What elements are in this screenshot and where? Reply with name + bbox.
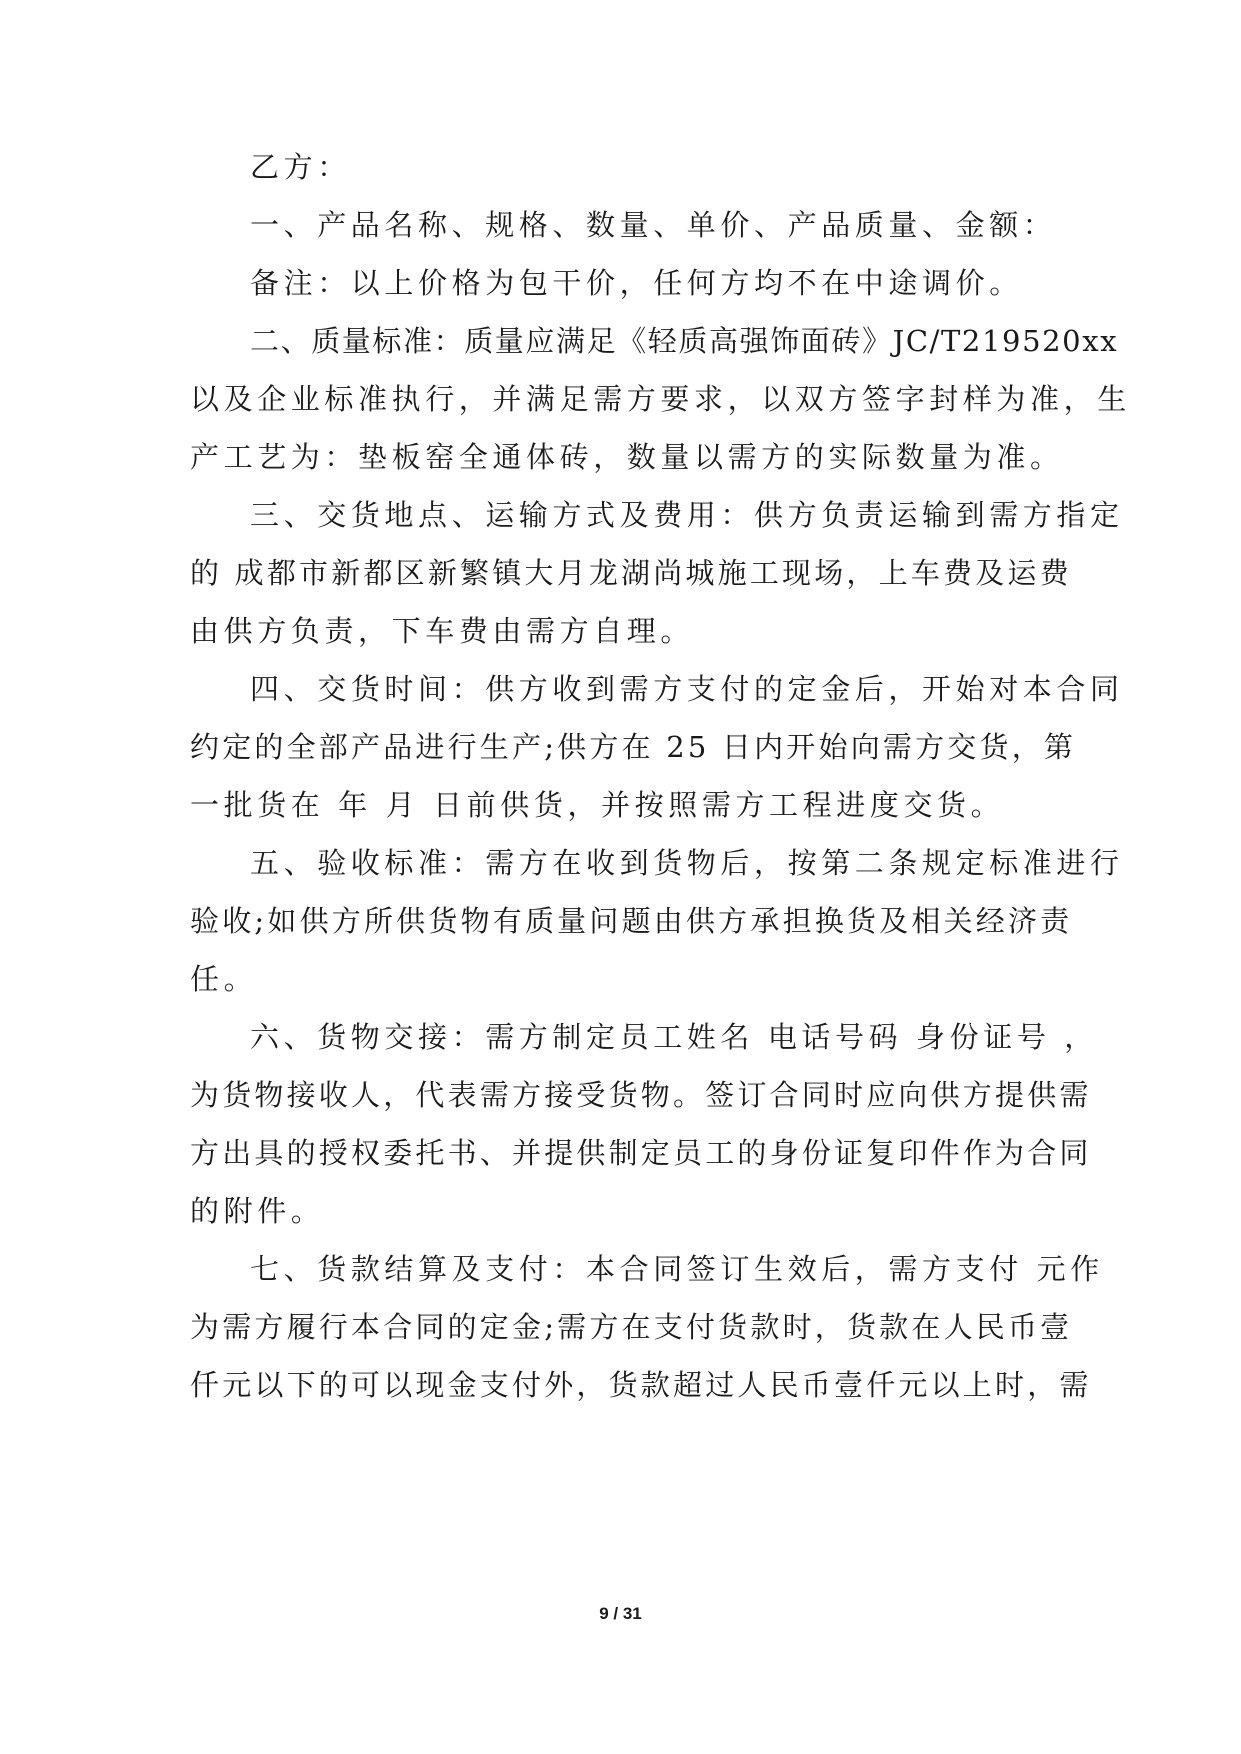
clause-7-line-3: 仟元以下的可以现金支付外，货款超过人民币壹仟元以上时，需 — [190, 1368, 1092, 1402]
clause-6-line-4: 的附件。 — [190, 1194, 325, 1228]
clause-5-line-3: 任。 — [190, 962, 258, 996]
clause-7-line-1: 七、货款结算及支付：本合同签订生效后，需方支付 元作 — [250, 1252, 1104, 1286]
clause-4-line-2: 约定的全部产品进行生产;供方在 25 日内开始向需方交货，第 — [190, 730, 1077, 764]
clause-4-line-3: 一批货在 年 月 日前供货，并按照需方工程进度交货。 — [190, 788, 1005, 822]
page-number: 9 / 31 — [599, 1604, 642, 1623]
clause-4-line-1: 四、交货时间：供方收到需方支付的定金后，开始对本合同 — [250, 672, 1124, 706]
clause-2-line-2: 以及企业标准执行，并满足需方要求，以双方签字封样为准，生 — [190, 382, 1131, 416]
clause-2-line-1: 二、质量标准：质量应满足《轻质高强饰面砖》JC/T219520xx — [250, 324, 1119, 358]
remark-line: 备注：以上价格为包干价，任何方均不在中途调价。 — [250, 266, 1023, 300]
clause-3-line-1: 三、交货地点、运输方式及费用：供方负责运输到需方指定 — [250, 498, 1124, 532]
clause-3-line-3: 由供方负责，下车费由需方自理。 — [190, 614, 695, 648]
clause-3-line-2: 的 成都市新都区新繁镇大月龙湖尚城施工现场，上车费及运费 — [190, 556, 1072, 590]
clause-5-line-1: 五、验收标准：需方在收到货物后，按第二条规定标准进行 — [250, 846, 1124, 880]
clause-6-line-1: 六、货物交接：需方制定员工姓名 电话号码 身份证号 ， — [250, 1020, 1098, 1054]
party-b-line: 乙方： — [250, 150, 351, 184]
clause-7-line-2: 为需方履行本合同的定金;需方在支付货款时，货款在人民币壹 — [190, 1310, 1073, 1344]
clause-6-line-2: 为货物接收人，代表需方接受货物。签订合同时应向供方提供需 — [190, 1078, 1092, 1112]
clause-5-line-2: 验收;如供方所供货物有质量问题由供方承担换货及相关经济责 — [190, 904, 1073, 938]
clause-6-line-3: 方出具的授权委托书、并提供制定员工的身份证复印件作为合同 — [190, 1136, 1092, 1170]
clause-2-line-3: 产工艺为：垫板窑全通体砖，数量以需方的实际数量为准。 — [190, 440, 1064, 474]
clause-1-heading: 一、产品名称、规格、数量、单价、产品质量、金额： — [250, 208, 1057, 242]
